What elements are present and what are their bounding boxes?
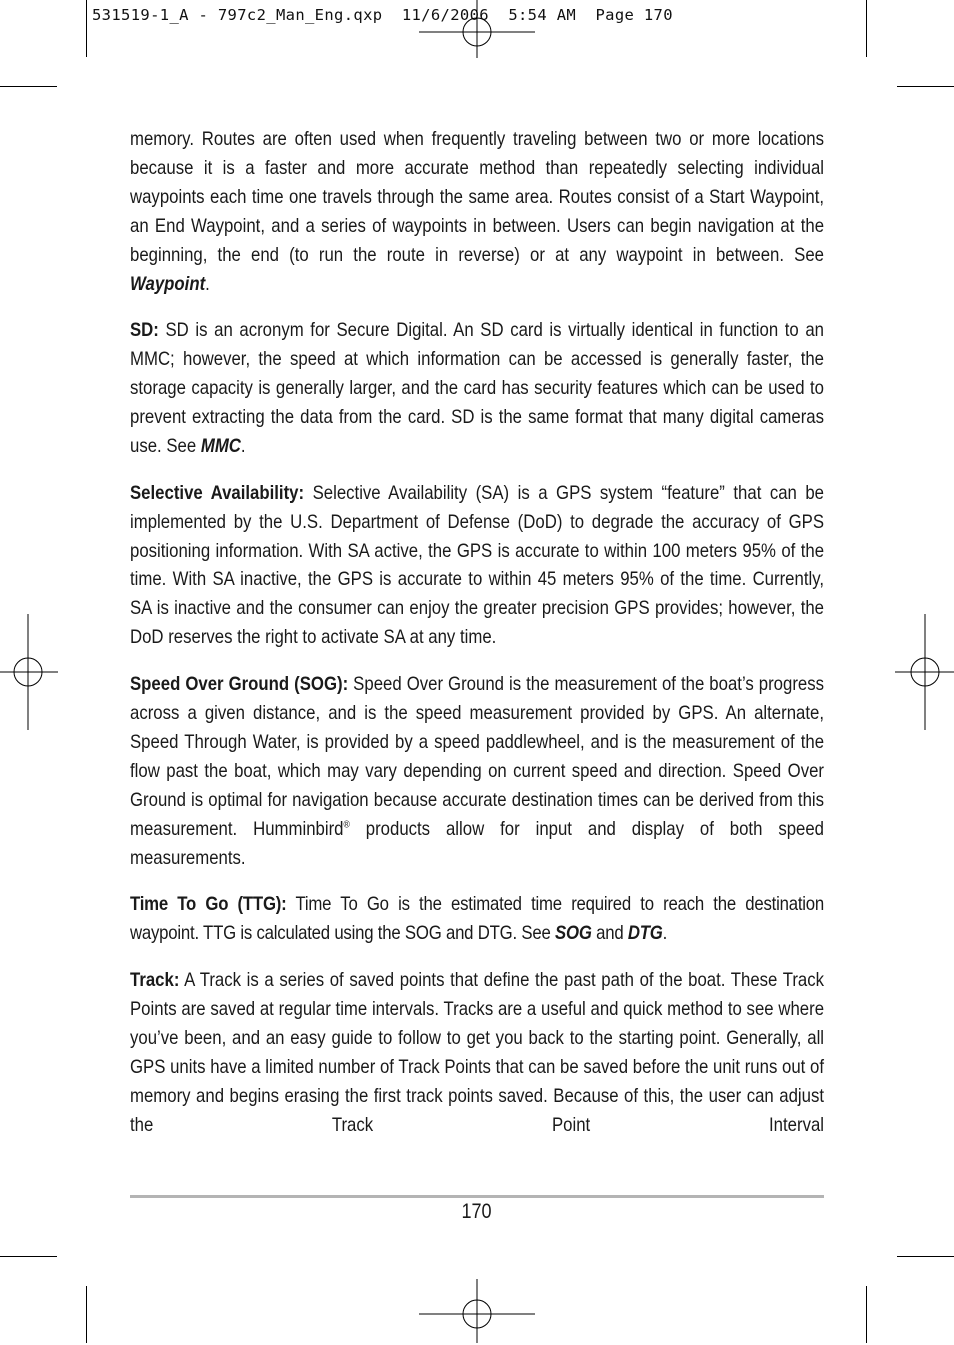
entry-speed-over-ground — [130, 670, 824, 872]
footer-rule — [130, 1195, 824, 1198]
page-number — [0, 1200, 954, 1224]
paragraph-end: . — [240, 434, 246, 457]
registration-mark-left — [13, 657, 43, 687]
glossary-content — [130, 125, 824, 1157]
cross-reference-mmc[interactable]: MMC — [200, 434, 241, 457]
registration-mark-right — [910, 657, 940, 687]
crop-mark — [0, 86, 57, 87]
paragraph-end: . — [662, 922, 668, 945]
entry-track — [130, 966, 824, 1139]
file-slug: 531519-1_A - 797c2_Man_Eng.qxp 11/6/2006 5:54 AM Page 170 — [92, 6, 673, 24]
crop-mark — [897, 86, 954, 87]
term-time-to-go: Time To Go (TTG): — [130, 893, 287, 916]
registration-mark-top — [462, 17, 492, 47]
term-track: Track: — [130, 969, 180, 992]
crop-mark — [0, 1256, 57, 1257]
entry-sd — [130, 316, 824, 461]
conjunction: and — [591, 922, 628, 945]
term-selective-availability: Selective Availability: — [130, 481, 305, 504]
term-speed-over-ground: Speed Over Ground (SOG): — [130, 673, 349, 696]
paragraph-end: . — [205, 272, 210, 295]
crop-mark — [86, 1286, 87, 1343]
cross-reference-waypoint[interactable]: Waypoint — [130, 272, 206, 295]
paragraph-routes — [130, 125, 824, 298]
cross-reference-sog[interactable]: SOG — [555, 922, 592, 945]
definition-time-to-go: Time To Go is the estimated time required to reach the destination waypoint. TTG is calculated using the SOG and DTG. See — [130, 893, 825, 945]
cross-reference-dtg[interactable]: DTG — [627, 922, 663, 945]
definition-speed-over-ground-end: products allow for input and display of both speed measurements. — [130, 817, 825, 869]
definition-track: A Track is a series of saved points that define the past path of the boat. These Track Points are saved at regular time intervals. Tracks are a useful and quick method to see where you’ve been, and an easy guide to follow to get you back to the starting point. Generally, all GPS units have a limited number of Track Points that can be saved before the unit runs out of memory and begins erasing the first track points saved. Because of this, the user can adjust the Track Point Interval — [130, 969, 825, 1136]
crop-mark — [897, 1256, 954, 1257]
entry-time-to-go — [130, 890, 824, 948]
crop-mark — [86, 0, 87, 57]
definition-speed-over-ground: Speed Over Ground is the measurement of the boat’s progress across a given distance, and is the speed measurement provided by GPS. An alternate, Speed Through Water, is provided by a speed paddlewheel, and is the measurement of the flow past the boat, which may vary depending on current speed and direction. Speed Over Ground is optimal for navigation because accurate destination times can be derived from this measurement. Humminbird — [130, 673, 825, 840]
definition-selective-availability: Selective Availability (SA) is a GPS system “feature” that can be implemented by the U.S. Department of Defense (DoD) to degrade the accuracy of GPS positioning information. With SA active, the GPS is accurate to within 100 meters 95% of the time. With SA inactive, the GPS is accurate to within 45 meters 95% of the time. Currently, SA is inactive and the consumer can enjoy the greater precision GPS provides; however, the DoD reserves the right to activate SA at any time. — [130, 481, 825, 649]
entry-selective-availability — [130, 479, 824, 652]
registration-mark-bottom — [462, 1299, 492, 1329]
term-sd: SD: — [130, 319, 159, 342]
crop-mark — [866, 0, 867, 57]
crop-mark — [866, 1286, 867, 1343]
definition-sd: SD is an acronym for Secure Digital. An SD card is virtually identical in function to an MMC; however, the speed at which information can be accessed is generally faster, the storage capacity is generally larger, and the card has security features which can be used to prevent extracting the data from the card. SD is the same format that many digital cameras use. See — [130, 319, 825, 457]
registered-mark: ® — [343, 819, 350, 831]
paragraph-text: memory. Routes are often used when frequently traveling between two or more locations because it is a faster and more accurate method than repeatedly selecting individual waypoints each time one travels through the same area. Routes consist of a Start Waypoint, an End Waypoint, and a series of waypoints in between. Users can begin navigation at the beginning, the end (to run the route in reverse) or at any waypoint in between. See — [130, 128, 825, 266]
page-number-text: 170 — [461, 1200, 493, 1223]
